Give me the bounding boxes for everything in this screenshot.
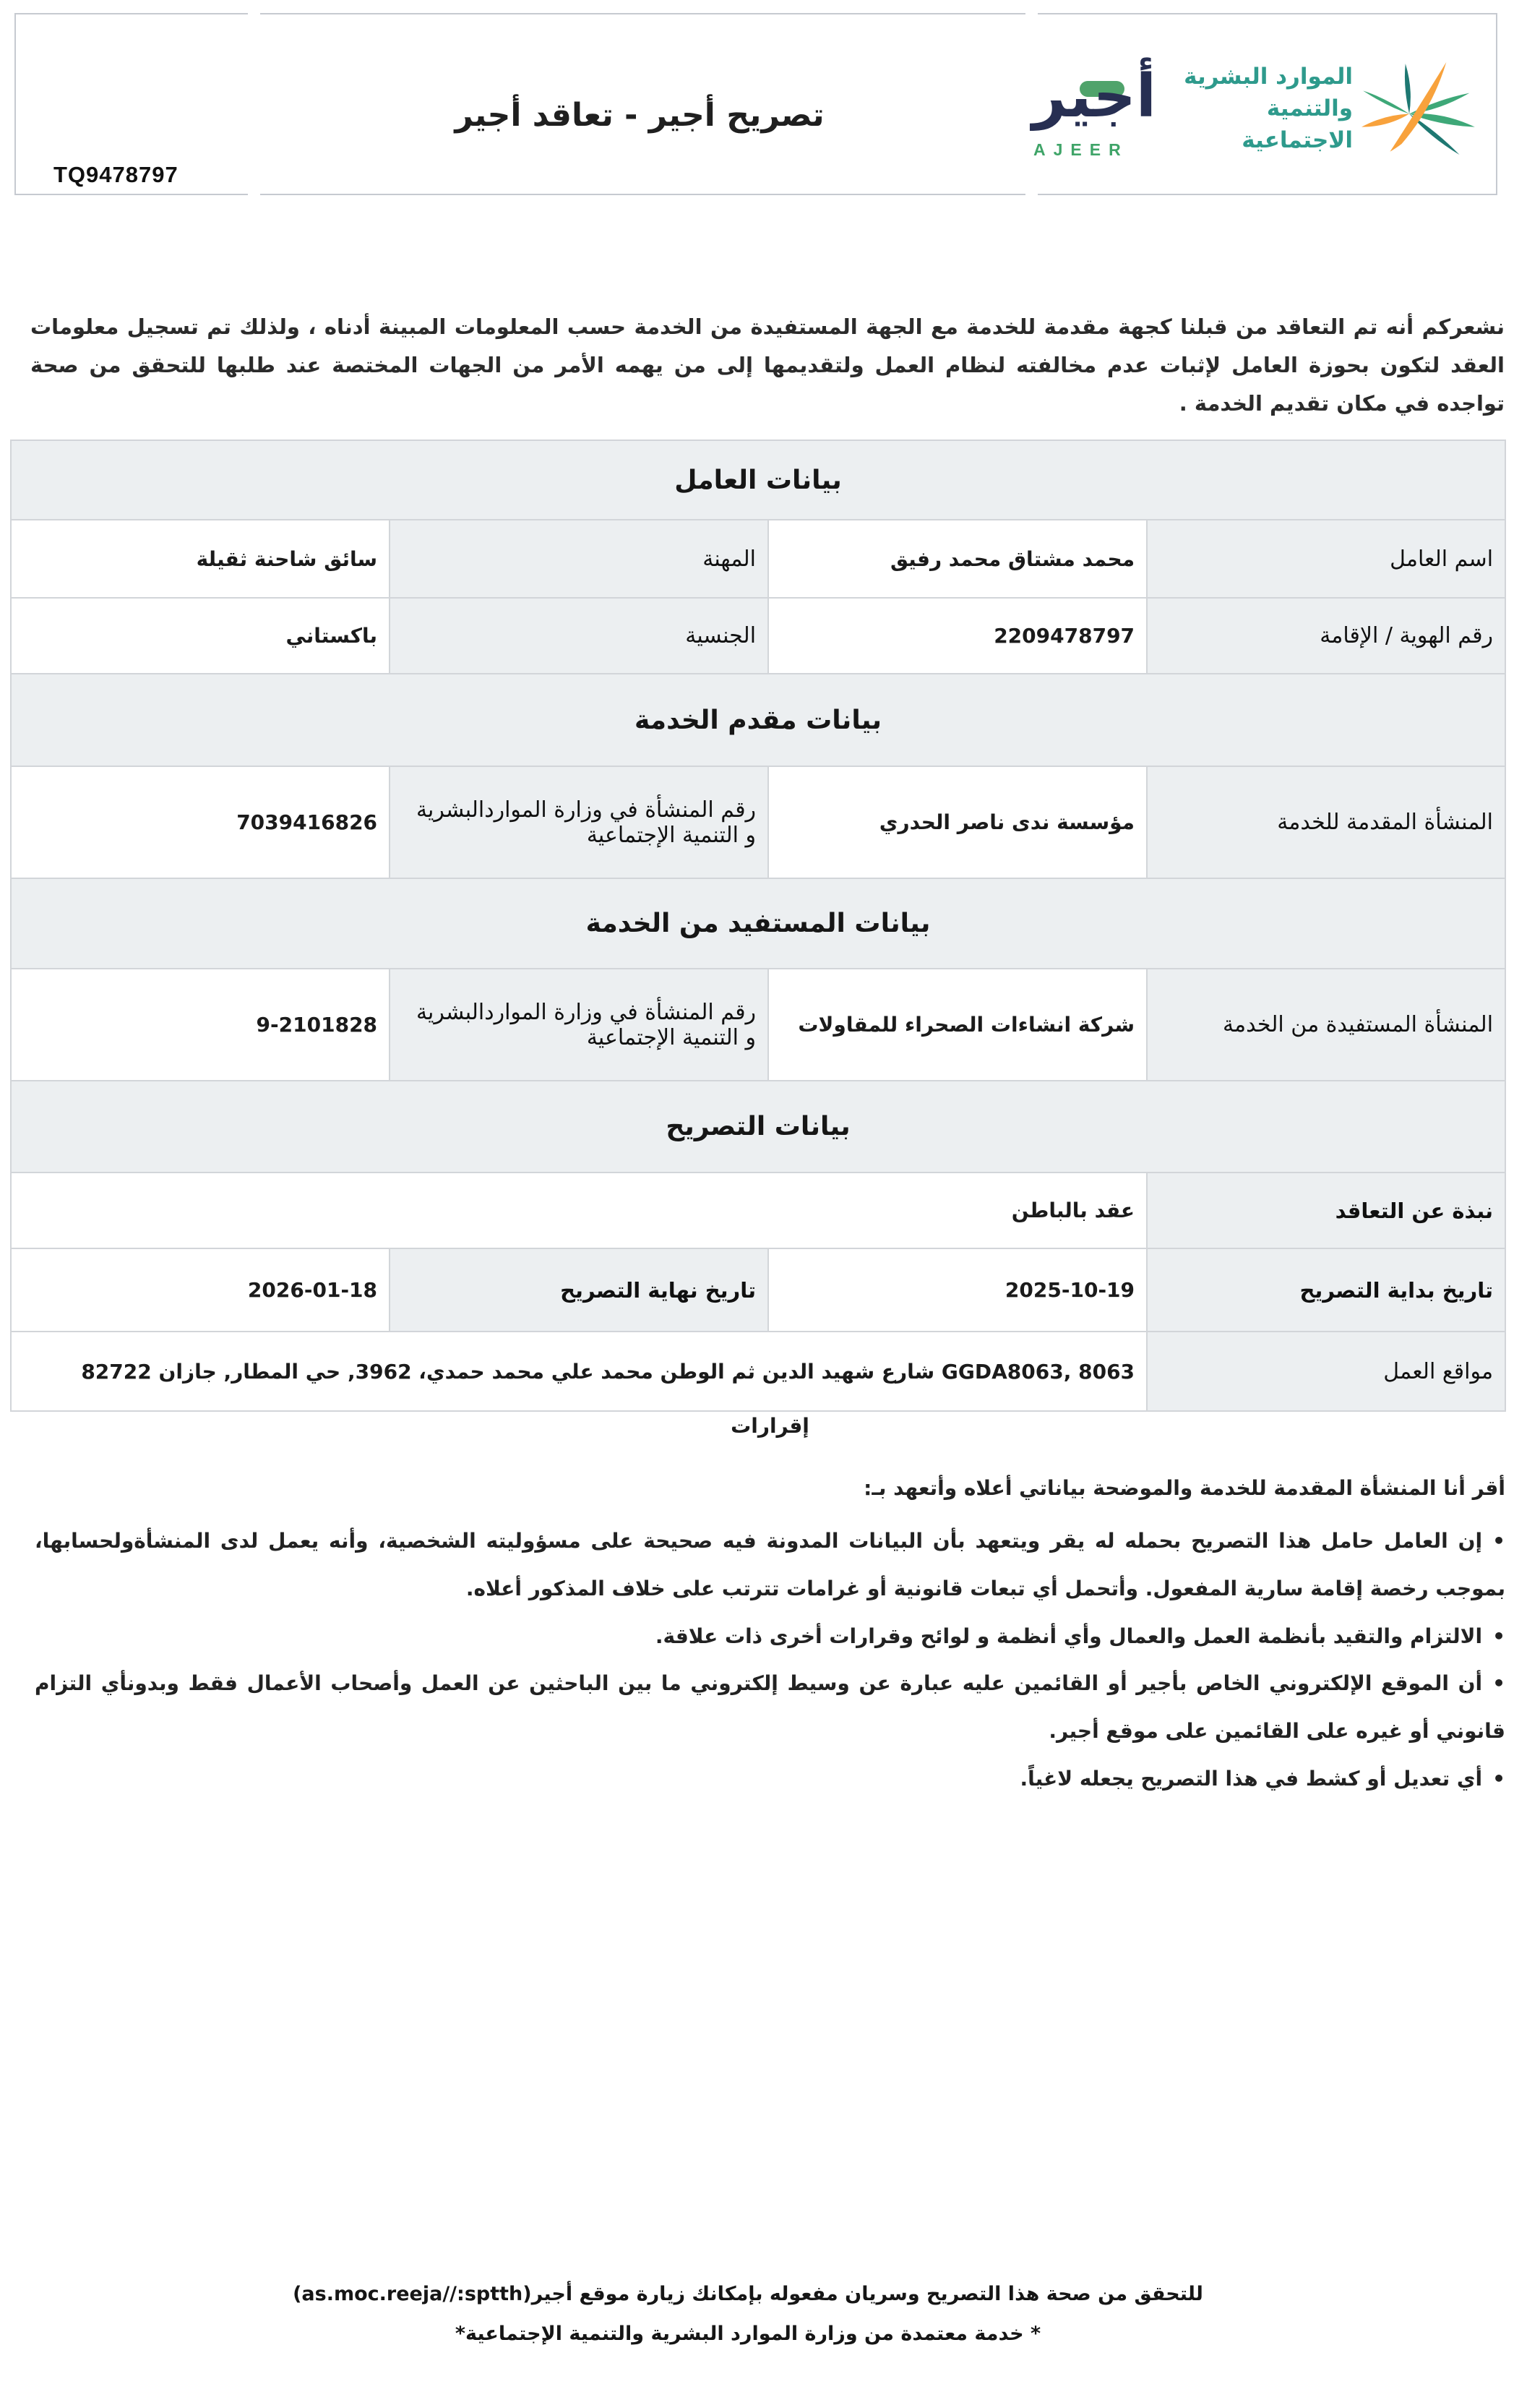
section-header-row	[11, 1081, 1505, 1173]
permit-start-date-label: تاريخ بداية التصريح	[1147, 1248, 1505, 1332]
declaration-item: • أي تعديل أو كشط في هذا التصريح يجعله لاغياً.	[35, 1755, 1505, 1803]
provider-est-value: مؤسسة ندى ناصر الحدري	[768, 766, 1147, 878]
permit-start-date-value: 2025-10-19	[768, 1248, 1147, 1332]
ministry-logo-line2: والتنمية الاجتماعية	[1242, 95, 1353, 154]
worker-id-label: رقم الهوية / الإقامة	[1147, 598, 1505, 674]
table-row	[11, 1173, 1505, 1248]
section-header-row	[11, 878, 1505, 969]
ministry-logo-line1: الموارد البشرية	[1184, 64, 1353, 90]
table-row	[11, 1248, 1505, 1332]
worker-name-value: محمد مشتاق محمد رفيق	[768, 520, 1147, 598]
page-title: تصريح أجير - تعاقد أجير	[455, 96, 825, 134]
ajeer-logo-arabic-wordmark: أجير	[1032, 62, 1156, 131]
permit-table	[10, 440, 1506, 1412]
beneficiary-est-value: شركة انشاءات الصحراء للمقاولات	[768, 969, 1147, 1081]
worker-profession-value: سائق شاحنة ثقيلة	[11, 520, 390, 598]
footer-verify-line: للتحقق من صحة هذا التصريح وسريان مفعوله بإمكانك زيارة موقع أجير(as.moc.reeja//:sptth)	[293, 2283, 1203, 2305]
declarations-section	[35, 1476, 1505, 1803]
work-locations-label: مواقع العمل	[1147, 1332, 1505, 1411]
permit-end-date-label: تاريخ نهاية التصريح	[390, 1248, 768, 1332]
section-title-permit: بيانات التصريح	[11, 1081, 1505, 1173]
footer-approved-line: * خدمة معتمدة من وزارة الموارد البشرية والتنمية الإجتماعية*	[455, 2323, 1041, 2345]
declaration-item: • إن العامل حامل هذا التصريح بحمله له يقر ويتعهد بأن البيانات المدونة فيه صحيحة على مسؤوليته الشخصية، وأنه يعمل لدى المنشأةولحسابها، بموجب رخصة إقامة سارية المفعول. وأتحمل أي تبعات قانونية أو غرامات تترتب على خلاف المذكور أعلاه.	[35, 1517, 1505, 1613]
worker-profession-label: المهنة	[390, 520, 768, 598]
declaration-item: • الالتزام والتقيد بأنظمة العمل والعمال وأي أنظمة و لوائح وقرارات أخرى ذات علاقة.	[35, 1613, 1505, 1660]
ajeer-logo	[1033, 56, 1163, 160]
table-row	[11, 969, 1505, 1081]
worker-id-value: 2209478797	[768, 598, 1147, 674]
beneficiary-est-number-value: 9-2101828	[11, 969, 390, 1081]
permit-number: TQ9478797	[53, 162, 178, 187]
contract-brief-label: نبذة عن التعاقد	[1147, 1173, 1505, 1248]
beneficiary-est-number-label: رقم المنشأة في وزارة المواردالبشرية و التنمية الإجتماعية	[390, 969, 768, 1081]
worker-name-label: اسم العامل	[1147, 520, 1505, 598]
work-locations-value: GGDA8063, 8063 شارع شهيد الدين ثم الوطن محمد علي محمد حمدي، 3962, حي المطار, جازان 82722	[11, 1332, 1147, 1411]
table-row	[11, 766, 1505, 878]
table-row	[11, 520, 1505, 598]
provider-est-number-value: 7039416826	[11, 766, 390, 878]
ministry-logo	[1171, 61, 1497, 156]
contract-brief-value: عقد بالباطن	[11, 1173, 1147, 1248]
worker-nationality-value: باكستاني	[11, 598, 390, 674]
provider-est-label: المنشأة المقدمة للخدمة	[1147, 766, 1505, 878]
declarations-intro: أقر أنا المنشأة المقدمة للخدمة والموضحة بياناتي أعلاه وأتعهد بـ:	[864, 1476, 1505, 1500]
section-title-worker: بيانات العامل	[11, 440, 1505, 520]
intro-paragraph: نشعركم أنه تم التعاقد من قبلنا كجهة مقدمة للخدمة مع الجهة المستفيدة من الخدمة حسب المعلومات المبينة أدناه ، ولذلك تم تسجيل معلومات العقد لتكون بحوزة العامل لإثبات عدم مخالفته لنظام العمل ولتقديمها إلى من يهمه الأمر من الجهات المختصة عند طلبها للتحقق من صحة تواجده في مكان تقديم الخدمة .	[30, 314, 1505, 416]
header-box	[14, 13, 1497, 195]
section-header-row	[11, 440, 1505, 520]
declarations-title: إقرارات	[731, 1414, 809, 1438]
table-row	[11, 1332, 1505, 1411]
declaration-item: • أن الموقع الإلكتروني الخاص بأجير أو القائمين عليه عبارة عن وسيط إلكتروني ما بين الباحثين عن العمل وأصحاب الأعمال فقط وبدونأي التزام قانوني أو غيره على القائمين على موقع أجير.	[35, 1660, 1505, 1755]
provider-est-number-label: رقم المنشأة في وزارة المواردالبشرية و التنمية الإجتماعية	[390, 766, 768, 878]
worker-nationality-label: الجنسية	[390, 598, 768, 674]
section-title-beneficiary: بيانات المستفيد من الخدمة	[11, 878, 1505, 969]
permit-end-date-value: 2026-01-18	[11, 1248, 390, 1332]
footer	[29, 2283, 1467, 2345]
section-title-provider: بيانات مقدم الخدمة	[11, 674, 1505, 766]
ajeer-logo-latin-wordmark: AJEER	[1033, 140, 1129, 159]
section-header-row	[11, 674, 1505, 766]
beneficiary-est-label: المنشأة المستفيدة من الخدمة	[1147, 969, 1505, 1081]
table-row	[11, 598, 1505, 674]
ministry-emblem-icon	[1362, 61, 1477, 155]
ministry-logo-wordmark	[1171, 61, 1353, 156]
